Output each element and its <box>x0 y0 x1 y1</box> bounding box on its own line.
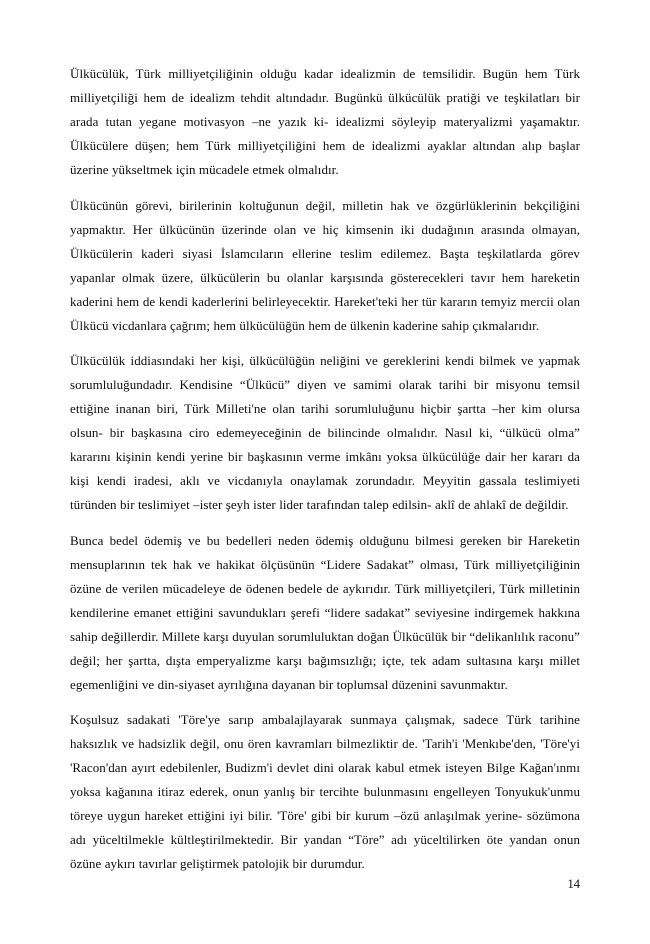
paragraph: Ülkücülük iddiasındaki her kişi, ülkücülüğün neliğini ve gereklerini kendi bilmek ve yapmak sorumluluğundadır. Kendisine “Ülkücü” diyen ve samimi olarak tarihi bir misyonu temsil ettiğine inanan biri, Türk Milleti'ne olan tarihi sorumluluğunu hiçbir şartta –her kim olursa olsun- bir başkasına ciro edemeyeceğinin de bilincinde olmalıdır. Nasıl ki, “ülkücü olma” kararını kişinin kendi yerine bir başkasının verme imkânı yoksa ülkücülüğe dair her kararı da kişi kendi iradesi, aklı ve vicdanıyla onaylamak zorundadır. Meyyitin gassala teslimiyeti türünden bir teslimiyet –ister şeyh ister lider tarafından talep edilsin- aklî de ahlakî de değildir. <box>70 353 580 512</box>
paragraph: Koşulsuz sadakati 'Töre'ye sarıp ambalajlayarak sunmaya çalışmak, sadece Türk tarihine haksızlık ve hadsizlik değil, onu ören kavramları bilmezliktir de. 'Tarih'i 'Menkıbe'den, 'Töre'yi 'Racon'dan ayırt edebilenler, Budizm'i devlet dini olarak kabul etmek isteyen Bilge Kağan'ınmı yoksa kağanına itiraz ederek, onun yanlış bir tercihte bulunmasını engelleyen Tonyukuk'unmu töreye uygun hareket ettiğini iyi bilir. 'Töre' gibi bir kurum –özü anlaşılmak yerine- sözümona adı yüceltilmekle kültleştirilmektedir. Bir yandan “Töre” adı yüceltilirken öte yandan onun özüne aykırı tavırlar geliştirmek patolojik bir durumdur. <box>70 712 580 871</box>
paragraph: Ülkücünün görevi, birilerinin koltuğunun değil, milletin hak ve özgürlüklerinin bekçiliğini yapmaktır. Her ülkücünün üzerinde olan ve hiç kimsenin iki dudağının arasında olmayan, Ülkücülerin kaderi siyasi İslamcıların ellerine teslim edilemez. Başta teşkilatlarda görev yapanlar olmak üzere, ülkücülerin bu olanlar karşısında gösterecekleri tavır hem hareketin kaderini hem de kendi kaderlerini belirleyecektir. Hareket'teki her tür kararın temyiz mercii olan Ülkücü vicdanlara çağrım; hem ülkücülüğün hem de ülkenin kaderine sahip çıkmalarıdır. <box>70 197 580 333</box>
document-body <box>70 62 580 876</box>
page-number: 14 <box>567 877 580 891</box>
paragraph: Ülkücülük, Türk milliyetçiliğinin olduğu kadar idealizmin de temsilidir. Bugün hem Türk milliyetçiliği hem de idealizm tehdit altındadır. Bugünkü ülkücülük pratiği ve teşkilatları bir arada tutan yegane motivasyon –ne yazık ki- idealizmi söyleyip materyalizmi yaşamaktır. Ülkücülere düşen; hem Türk milliyetçiliğini hem de idealizmi ayaklar altından alıp başlar üzerine yükseltmek için mücadele etmek olmalıdır. <box>70 66 580 177</box>
paragraph: Bunca bedel ödemiş ve bu bedelleri neden ödemiş olduğunu bilmesi gereken bir Hareketin mensuplarının tek hak ve hakikat ölçüsünün “Lidere Sadakat” olması, Türk milliyetçiliğinin özüne de verilen mücadeleye de ödenen bedele de aykırıdır. Türk milliyetçileri, Türk milletinin kendilerine emanet ettiğini savundukları şerefi “lidere sadakat” seviyesine indirgemek hakkına sahip değillerdir. Millete karşı duyulan sorumluluktan doğan Ülkücülük bir “delikanlılık raconu” değil; her şartta, dışta emperyalizme karşı bağımsızlığı; içte, tek adam sultasına karşı millet egemenliğini ve din-siyaset ayrılığına dayanan bir toplumsal düzenini savunmaktır. <box>70 532 580 692</box>
